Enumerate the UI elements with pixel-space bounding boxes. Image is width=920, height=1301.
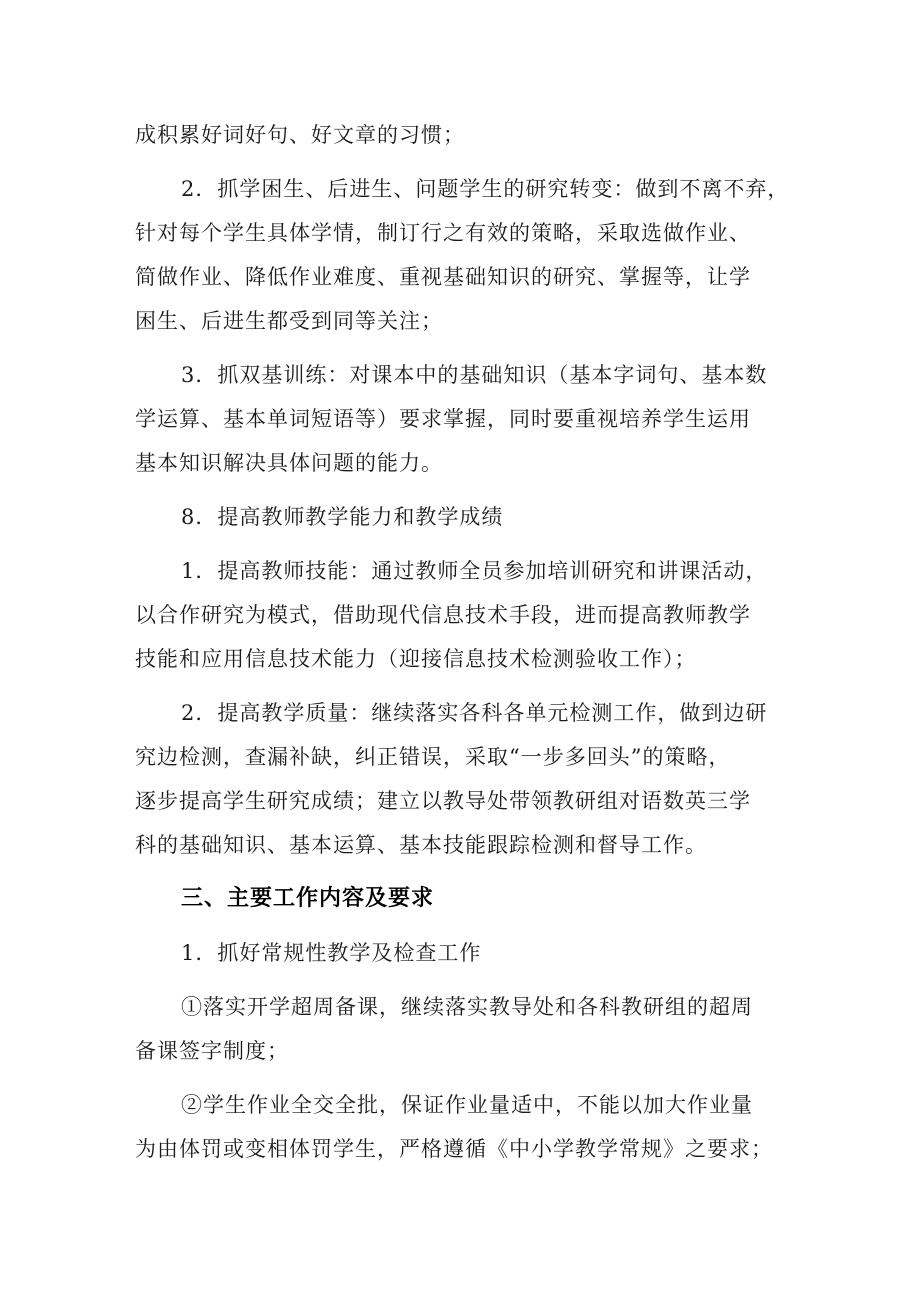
text-line: 1．提高教师技能：通过教师全员参加培训研究和讲课活动， [181, 559, 768, 583]
text-line: 技能和应用信息技术能力（迎接信息技术检测验收工作）； [135, 647, 697, 671]
paragraph-continuation [135, 113, 795, 157]
paragraph-lesson-prep [135, 985, 795, 1073]
paragraph-struggling-students [135, 167, 795, 343]
text-line: 3．抓双基训练：对课本中的基础知识（基本字词句、基本数 [181, 363, 768, 387]
text-line: 1．抓好常规性教学及检查工作 [181, 941, 482, 965]
text-line: ②学生作业全交全批，保证作业量适中，不能以加大作业量 [181, 1093, 753, 1117]
text-line: 成积累好词好句、好文章的习惯； [135, 123, 465, 147]
paragraph-teaching-quality [135, 691, 795, 867]
text-line: 学运算、基本单词短语等）要求掌握，同时要重视培养学生运用 [135, 407, 751, 431]
text-line: 究边检测，查漏补缺，纠正错误，采取“一步多回头”的策略， [135, 745, 731, 769]
text-line: 以合作研究为模式，借助现代信息技术手段，进而提高教师教学 [135, 603, 751, 627]
section-heading: 三、主要工作内容及要求 [181, 886, 435, 911]
text-line: 基本知识解决具体问题的能力。 [135, 451, 443, 475]
text-line: 科的基础知识、基本运算、基本技能跟踪检测和督导工作。 [135, 833, 707, 857]
paragraph-teacher-ability [135, 495, 795, 539]
text-line: 8．提高教师教学能力和教学成绩 [181, 505, 504, 529]
paragraph-teacher-skills [135, 549, 795, 681]
text-line: 2．抓学困生、后进生、问题学生的研究转变：做到不离不弃， [181, 177, 790, 201]
text-line: 备课签字制度； [135, 1039, 289, 1063]
text-line: ①落实开学超周备课，继续落实教导处和各科教研组的超周 [181, 995, 753, 1019]
paragraph-homework [135, 1083, 795, 1171]
text-line: 简做作业、降低作业难度、重视基础知识的研究、掌握等，让学 [135, 265, 751, 289]
text-line: 逐步提高学生研究成绩；建立以教导处带领教研组对语数英三学 [135, 789, 751, 813]
document-body [135, 113, 795, 1171]
paragraph-basic-training [135, 353, 795, 485]
text-line: 针对每个学生具体学情，制订行之有效的策略，采取选做作业、 [135, 221, 751, 245]
text-line: 2．提高教学质量：继续落实各科各单元检测工作，做到边研 [181, 701, 768, 725]
text-line: 为由体罚或变相体罚学生，严格遵循《中小学教学常规》之要求； [135, 1137, 773, 1161]
text-line: 困生、后进生都受到同等关注； [135, 309, 443, 333]
paragraph-routine-teaching [135, 931, 795, 975]
